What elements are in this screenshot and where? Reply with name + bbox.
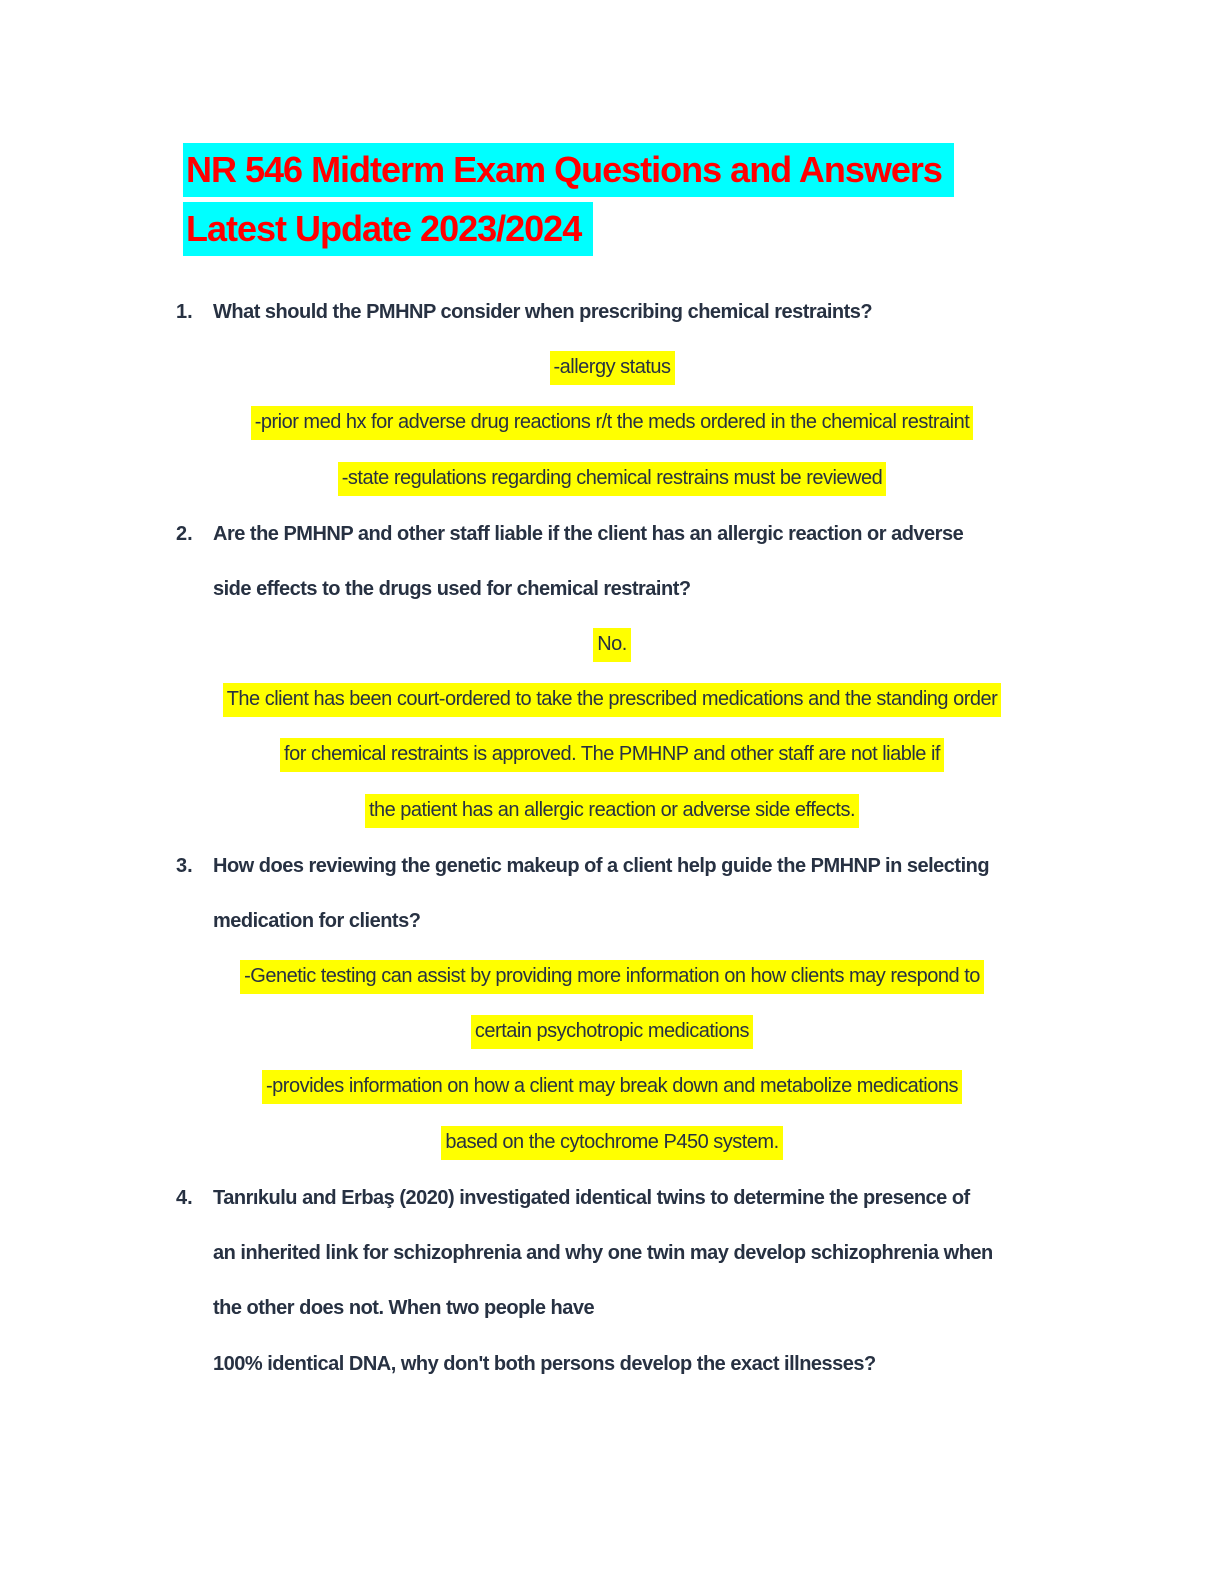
document-title: [183, 143, 954, 261]
answer-highlight: -allergy status: [550, 351, 675, 385]
answer-highlight: No.: [593, 628, 631, 662]
answer-line: [150, 1115, 1074, 1170]
answer-line: [150, 340, 1074, 395]
answer-line: [150, 617, 1074, 672]
answer-line: [150, 728, 1074, 783]
question-line: [150, 1171, 1074, 1226]
answer-line: [150, 783, 1074, 838]
question-text: side effects to the drugs used for chemical restraint?: [213, 577, 691, 600]
answer-highlight: -provides information on how a client may break down and metabolize medications: [262, 1070, 962, 1104]
question-line: [150, 838, 1074, 893]
question-line: [150, 506, 1074, 561]
question-text: Are the PMHNP and other staff liable if the client has an allergic reaction or adverse: [213, 522, 964, 545]
question-line: [150, 894, 1074, 949]
question-text: medication for clients?: [213, 909, 421, 932]
question-line: [150, 1226, 1074, 1281]
question-number: 1.: [176, 301, 193, 324]
answer-line: [150, 1004, 1074, 1059]
answer-highlight: certain psychotropic medications: [471, 1015, 753, 1049]
question-text: What should the PMHNP consider when prescribing chemical restraints?: [213, 301, 873, 324]
document-title-line: Latest Update 2023/2024: [183, 202, 593, 256]
question-line: [150, 285, 1074, 340]
question-line: [150, 1281, 1074, 1336]
answer-line: [150, 451, 1074, 506]
answer-highlight: for chemical restraints is approved. The PMHNP and other staff are not liable if: [280, 738, 944, 772]
answer-highlight: -Genetic testing can assist by providing more information on how clients may respond to: [240, 960, 984, 994]
question-number: 2.: [176, 522, 193, 545]
question-text: an inherited link for schizophrenia and why one twin may develop schizophrenia when: [213, 1242, 993, 1265]
qa-content: [150, 285, 1074, 1392]
question-text: How does reviewing the genetic makeup of a client help guide the PMHNP in selecting: [213, 854, 990, 877]
answer-highlight: The client has been court-ordered to take the prescribed medications and the standing order: [223, 683, 1002, 717]
answer-line: [150, 672, 1074, 727]
question-text: 100% identical DNA, why don't both persons develop the exact illnesses?: [213, 1352, 876, 1375]
document-title-line: NR 546 Midterm Exam Questions and Answers: [183, 143, 954, 197]
answer-highlight: based on the cytochrome P450 system.: [441, 1126, 782, 1160]
question-text: the other does not. When two people have: [213, 1297, 595, 1320]
answer-line: [150, 1060, 1074, 1115]
answer-highlight: -prior med hx for adverse drug reactions r/t the meds ordered in the chemical restraint: [251, 406, 974, 440]
question-line: [150, 562, 1074, 617]
question-text: Tanrıkulu and Erbaş (2020) investigated identical twins to determine the presence of: [213, 1186, 970, 1209]
answer-highlight: -state regulations regarding chemical restrains must be reviewed: [338, 462, 887, 496]
question-line: [150, 1337, 1074, 1392]
question-number: 3.: [176, 854, 193, 877]
answer-line: [150, 396, 1074, 451]
answer-highlight: the patient has an allergic reaction or adverse side effects.: [365, 794, 859, 828]
answer-line: [150, 949, 1074, 1004]
question-number: 4.: [176, 1186, 193, 1209]
